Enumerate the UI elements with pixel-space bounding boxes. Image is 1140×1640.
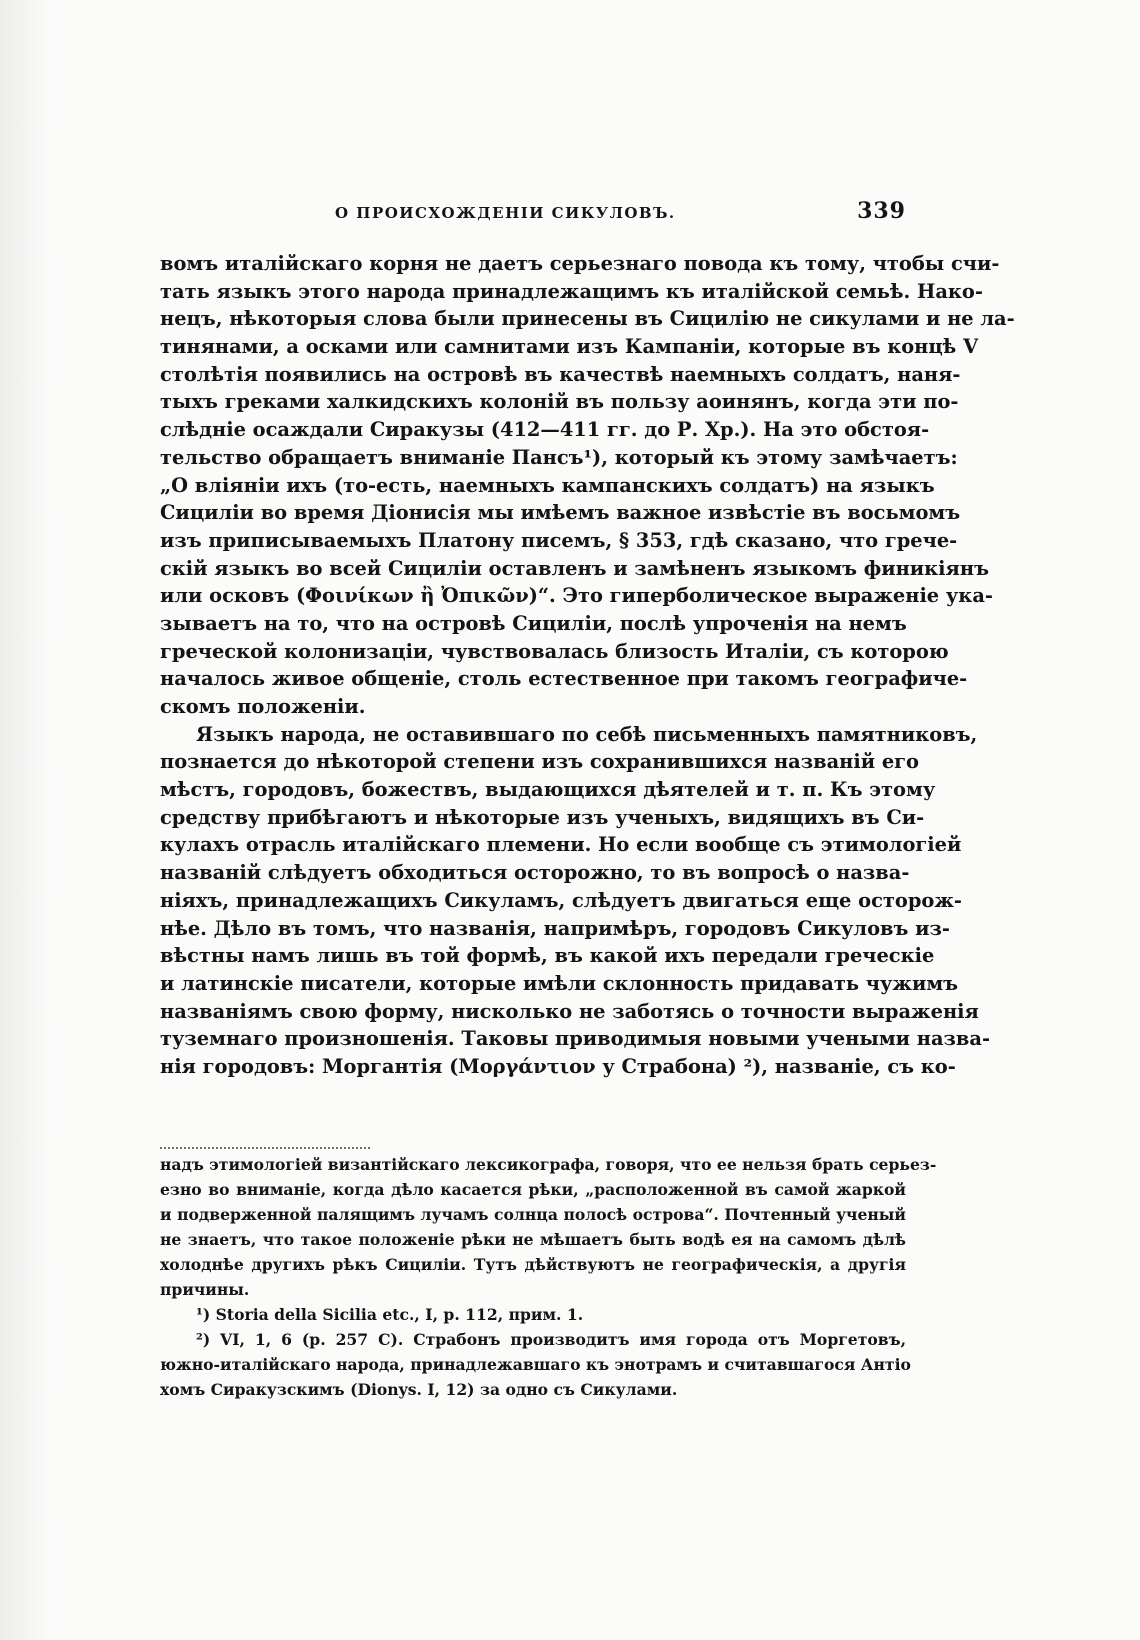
footnote-1: ¹) Storia della Sicilia etc., I, p. 112, прим. 1.	[196, 1305, 584, 1324]
text-line: скій языкъ во всей Сициліи оставленъ и замѣненъ языкомъ финикіянъ	[160, 556, 989, 580]
text-line: вѣстны намъ лишь въ той формѣ, въ какой ихъ передали греческіе	[160, 944, 935, 968]
text-line: средству прибѣгаютъ и нѣкоторые изъ ученыхъ, видящихъ въ Си-	[160, 805, 925, 829]
text-line: столѣтія появились на островѣ въ качествѣ наемныхъ солдатъ, наня-	[160, 362, 961, 386]
page-header	[160, 196, 906, 236]
text-line: тельство обращаетъ вниманіе Пансъ¹), который къ этому замѣчаетъ:	[160, 445, 958, 469]
text-line: изъ приписываемыхъ Платону писемъ, § 353, гдѣ сказано, что грече-	[160, 528, 958, 552]
text-line: или осковъ (Φοινίκων ἢ Ὀπικῶν)“. Это гиперболическое выраженіе ука-	[160, 584, 993, 608]
text-line: кулахъ отрасль италійскаго племени. Но если вообще съ этимологіей	[160, 833, 962, 857]
footnote-2: ²) VI, 1, 6 (p. 257 C). Страбонъ производитъ имя города отъ Моргетовъ,	[196, 1330, 906, 1349]
text-line: греческой колонизаціи, чувствовалась близость Италіи, съ которою	[160, 639, 949, 663]
text-line: тыхъ греками халкидскихъ колоній въ пользу аоинянъ, когда эти по-	[160, 390, 959, 414]
footnote-line: и подверженной палящимъ лучамъ солнца полосѣ острова“. Почтенный ученый	[160, 1205, 906, 1224]
text-line: нія городовъ: Моргантія (Μοργάντιον у Страбона) ²), названіе, съ ко-	[160, 1054, 956, 1078]
footnote-line: южно-италійскаго народа, принадлежавшаго къ энотрамъ и считавшагося Антіо	[160, 1355, 911, 1374]
paragraph-end-line: скомъ положеніи.	[160, 695, 366, 718]
text-line: ніяхъ, принадлежащихъ Сикуламъ, слѣдуетъ двигаться еще осторож-	[160, 888, 962, 912]
text-line: туземнаго произношенія. Таковы приводимыя новыми учеными назва-	[160, 1027, 991, 1051]
text-line: зываетъ на то, что на островѣ Сициліи, послѣ упроченія на немъ	[160, 611, 907, 635]
text-line: познается до нѣкоторой степени изъ сохранившихся названій его	[160, 750, 919, 774]
text-line: мѣстъ, городовъ, божествъ, выдающихся дѣятелей и т. п. Къ этому	[160, 778, 936, 802]
page-number: 339	[857, 198, 906, 224]
text-line: Сициліи во время Діонисія мы имѣемъ важное извѣстіе въ восьмомъ	[160, 501, 961, 525]
page-gutter-shadow	[0, 0, 52, 1640]
text-line: названіямъ свою форму, нисколько не заботясь о точности выраженія	[160, 999, 979, 1023]
text-line: слѣдніе осаждали Сиракузы (412—411 гг. до Р. Хр.). На это обстоя-	[160, 418, 930, 442]
footnote-line: причины.	[160, 1280, 250, 1299]
text-line: названій слѣдуетъ обходиться осторожно, то въ вопросѣ о назва-	[160, 861, 910, 885]
text-line: вомъ италійскаго корня не даетъ серьезнаго повода къ тому, чтобы счи-	[160, 252, 1000, 275]
text-line: и латинскіе писатели, которые имѣли склонность придавать чужимъ	[160, 971, 959, 995]
running-title: О ПРОИСХОЖДЕНІИ СИКУЛОВЪ.	[335, 204, 676, 222]
footnote-line: хомъ Сиракузскимъ (Dionys. I, 12) за одно съ Сикулами.	[160, 1380, 678, 1399]
footnotes	[160, 1152, 937, 1402]
paragraph-start-line: Языкъ народа, не оставившаго по себѣ письменныхъ памятниковъ,	[196, 722, 978, 746]
text-line: нецъ, нѣкоторыя слова были принесены въ Сицилію не сикулами и не ла-	[160, 307, 1015, 331]
main-text	[160, 250, 1015, 1081]
text-line: „О вліяніи ихъ (то-есть, наемныхъ кампанскихъ солдатъ) на языкъ	[160, 473, 935, 497]
text-line: тинянами, а осками или самнитами изъ Кампаніи, которые въ концѣ V	[160, 335, 979, 359]
footnote-line: езно во вниманіе, когда дѣло касается рѣки, „расположенной въ самой жаркой	[160, 1180, 906, 1199]
footnote-line: холоднѣе другихъ рѣкъ Сициліи. Тутъ дѣйствуютъ не географическія, а другія	[160, 1255, 906, 1274]
text-line: началось живое общеніе, столь естественное при такомъ географиче-	[160, 667, 968, 691]
footnote-separator	[160, 1147, 370, 1149]
text-line: нѣе. Дѣло въ томъ, что названія, напримѣръ, городовъ Сикуловъ из-	[160, 916, 950, 940]
footnote-line: надъ этимологіей византійскаго лексикографа, говоря, что ее нельзя брать серьез-	[160, 1155, 937, 1174]
footnote-line: не знаетъ, что такое положеніе рѣки не мѣшаетъ быть водѣ ея на самомъ дѣлѣ	[160, 1230, 906, 1249]
text-line: тать языкъ этого народа принадлежащимъ къ италійской семьѣ. Нако-	[160, 279, 983, 303]
